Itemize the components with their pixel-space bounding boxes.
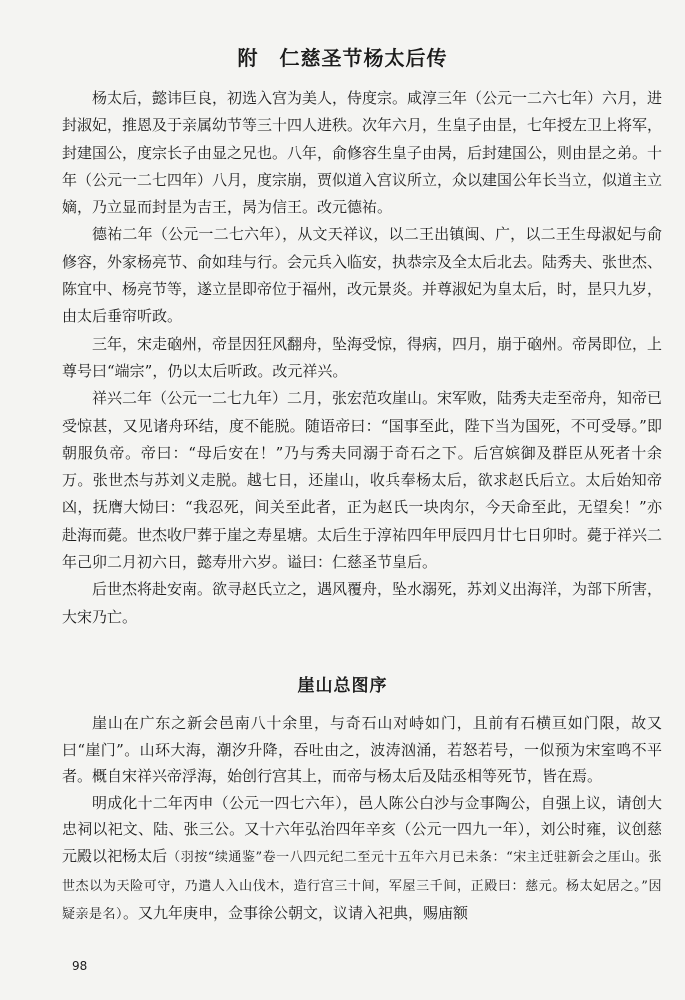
preface-title: 崖山总图序	[297, 676, 388, 696]
paragraph: 三年，宋走硇州，帝昰因狂风翻舟，坠海受惊，得病，四月，崩于硇州。帝昺即位，上尊号曰“端宗”，仍以太后听政。改元祥兴。	[62, 334, 663, 380]
paragraph: 崖山在广东之新会邑南八十余里，与奇石山对峙如门，且前有石横亘如门限，故又曰“崖门”。山环大海，潮汐升降，吞吐由之，波涛汹涌，若怒若号，一似预为宋室鸣不平者。概自宋祥兴帝浮海，始创行宫其上，而帝与杨太后及陆丞相等死节，皆在焉。	[62, 714, 662, 786]
paragraph	[62, 790, 662, 929]
paragraph: 后世杰将赴安南。欲寻赵氏立之，遇风覆舟，坠水溺死，苏刘义出海洋，为部下所害，大宋乃亡。	[62, 580, 663, 626]
page-number: 98	[72, 959, 88, 973]
paragraph: 杨太后，懿讳巨良，初选入宫为美人，侍度宗。咸淳三年（公元一二六七年）六月，进封淑妃，推恩及于亲属幼节等三十四人进秩。次年六月，生皇子由昰，七年授左卫上将军，封建国公，度宗长子由显之兄也。八年，俞修容生皇子由昺，后封建国公，则由昰之弟。十年（公元一二七四年）八月，度宗崩，贾似道入宫议所立，众以建国公年长当立，似道主立嫡，乃立显而封昰为吉王，昺为信王。改元德祐。	[62, 89, 663, 217]
annotation-note: （羽按“续通鉴”卷一八四元纪二至元十五年六月已未条：“宋主迁驻新会之厓山。张世杰以为天险可守，乃遣人入山伐木，造行宫三十间，军屋三千间，正殿曰：慈元。杨太妃居之。”因疑亲是名）	[62, 849, 662, 923]
preface-body	[62, 710, 662, 929]
biography-body	[62, 85, 662, 631]
paragraph: 祥兴二年（公元一二七九年）二月，张宏范攻崖山。宋军败，陆秀夫走至帝舟，知帝已受惊甚，又见诸舟环结，度不能脱。随语帝曰：“国事至此，陛下当为国死，不可受辱。”即朝服负帝。帝曰：“母后安在！”乃与秀夫同溺于奇石之下。后宫嫔御及群臣从死者十余万。张世杰与苏刘义走脱。越七日，还崖山，收兵奉杨太后，欲求赵氏后立。太后始知帝凶，抚膺大恸曰：“我忍死，间关至此者，正为赵氏一块肉尔，今天命至此，无望矣！”亦赴海而薨。世杰收尸葬于崖之寿星塘。太后生于淳祐四年甲辰四月廿七日卯时。薨于祥兴二年己卯二月初六日，懿寿卅六岁。谥曰：仁慈圣节皇后。	[62, 389, 663, 572]
paragraph-text: 明成化十二年丙申（公元一四七六年），邑人陈公白沙与佥事陶公，自强上议，请创大忠祠以祀文、陆、张三公。又十六年弘治四年辛亥（公元一四九一年），刘公时雍，议创慈元殿以祀杨太后	[62, 793, 662, 865]
paragraph-text: 。又九年庚申，佥事徐公朝文，议请入祀典，赐庙额	[123, 904, 469, 923]
paragraph: 德祐二年（公元一二七六年），从文天祥议，以二王出镇闽、广，以二王生母淑妃与俞修容，外家杨亮节、俞如珪与行。会元兵入临安，执恭宗及全太后北去。陆秀夫、张世杰、陈宜中、杨亮节等，遂立昰即帝位于福州，改元景炎。并尊淑妃为皇太后，时，昰只九岁，由太后垂帘听政。	[62, 225, 663, 326]
biography-title: 附 仁慈圣节杨太后传	[237, 46, 448, 70]
